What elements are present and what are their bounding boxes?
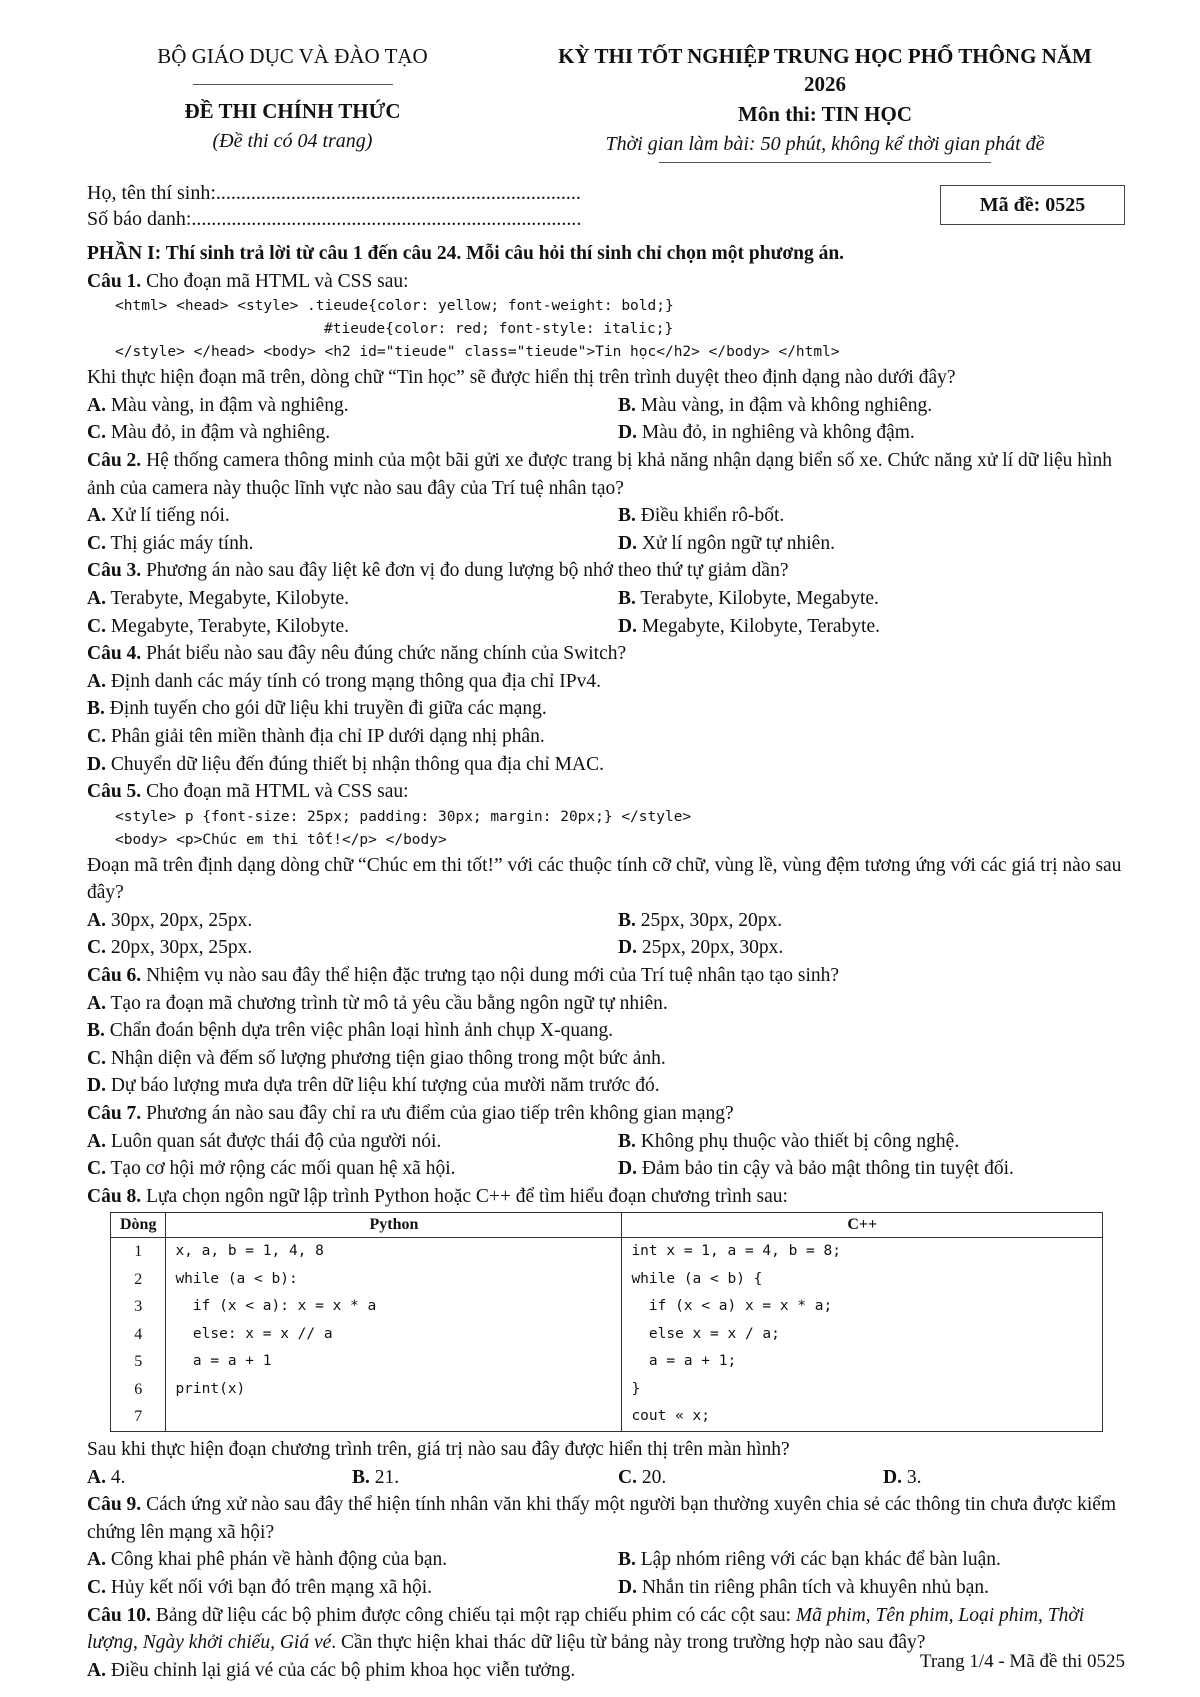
option-b: B. 25px, 30px, 20px. xyxy=(618,909,783,931)
option-c: C. Phân giải tên miền thành địa chỉ IP dưới dạng nhị phân. xyxy=(87,725,545,747)
table-row: 2 while (a < b): while (a < b) { xyxy=(111,1266,1103,1294)
code-line: </style> </head> <body> <h2 id="tieude" class="tieude">Tin học</h2> </body> </html> xyxy=(115,344,840,361)
question-2 xyxy=(87,447,1125,557)
option-a: A. Màu vàng, in đậm và nghiêng. xyxy=(87,394,349,416)
header-right xyxy=(530,42,1120,163)
option-b: B. 21. xyxy=(352,1466,400,1488)
table-row: 5 a = a + 1 a = a + 1; xyxy=(111,1348,1103,1376)
question-1 xyxy=(87,268,1125,447)
question-stem-end: . Cần thực hiện khai thác dữ liệu từ bảng này trong trường hợp nào sau đây? xyxy=(331,1632,926,1654)
option-a: A. Tạo ra đoạn mã chương trình từ mô tả yêu cầu bằng ngôn ngữ tự nhiên. xyxy=(87,992,668,1014)
question-number: Câu 2. xyxy=(87,449,142,471)
table-row: 6 print(x) } xyxy=(111,1376,1103,1404)
exam-content xyxy=(87,240,1125,1684)
table-row: 7 cout « x; xyxy=(111,1403,1103,1431)
code-line: <body> <p>Chúc em thi tốt!</p> </body> xyxy=(115,831,447,848)
time-note: Thời gian làm bài: 50 phút, không kể thời gian phát đề xyxy=(605,133,1045,155)
question-stem: Phương án nào sau đây chỉ ra ưu điểm của giao tiếp trên không gian mạng? xyxy=(146,1103,734,1125)
question-8 xyxy=(87,1183,1125,1491)
option-a: A. Xử lí tiếng nói. xyxy=(87,505,230,527)
question-text: Đoạn mã trên định dạng dòng chữ “Chúc em thi tốt!” với các thuộc tính cỡ chữ, vùng lề, vùng đệm tương ứng với các giá trị nào sau đây? xyxy=(87,854,1122,904)
exam-code-box: Mã đề: 0525 xyxy=(940,185,1125,225)
code-line: <style> p {font-size: 25px; padding: 30px; margin: 20px;} </style> xyxy=(115,808,692,825)
official-label: ĐỀ THI CHÍNH THỨC xyxy=(184,99,401,123)
question-9 xyxy=(87,1491,1125,1601)
option-d: D. 3. xyxy=(883,1466,922,1488)
option-d: D. Đảm bảo tin cậy và bảo mật thông tin tuyệt đối. xyxy=(618,1158,1014,1180)
page-footer: Trang 1/4 - Mã đề thi 0525 xyxy=(919,1651,1125,1672)
question-number: Câu 1. xyxy=(87,270,142,292)
question-text: Khi thực hiện đoạn mã trên, dòng chữ “Tin học” sẽ được hiển thị trên trình duyệt theo định dạng nào dưới đây? xyxy=(87,367,956,389)
option-c: C. 20. xyxy=(618,1466,667,1488)
table-header-line: Dòng xyxy=(111,1213,166,1238)
exam-title: KỲ THI TỐT NGHIỆP TRUNG HỌC PHỔ THÔNG NĂM 2026 xyxy=(558,44,1092,96)
option-b: B. Định tuyến cho gói dữ liệu khi truyền đi giữa các mạng. xyxy=(87,698,547,720)
question-number: Câu 4. xyxy=(87,643,142,665)
question-6 xyxy=(87,962,1125,1100)
option-c: C. 20px, 30px, 25px. xyxy=(87,937,253,959)
question-number: Câu 10. xyxy=(87,1604,151,1626)
question-stem: Cách ứng xử nào sau đây thể hiện tính nhân văn khi thấy một người bạn thường xuyên chia sẻ các thông tin chưa được kiểm chứng lên mạng xã hội? xyxy=(87,1494,1117,1543)
table-row: 4 else: x = x // a else x = x / a; xyxy=(111,1321,1103,1349)
option-a: A. Định danh các máy tính có trong mạng thông qua địa chỉ IPv4. xyxy=(87,670,601,692)
question-stem: Hệ thống camera thông minh của một bãi gửi xe được trang bị khả năng nhận dạng biển số xe. Chức năng xử lí dữ liệu hình ảnh của camera này thuộc lĩnh vực nào sau đây của Trí tuệ nhân tạo? xyxy=(87,449,1112,499)
header-divider-right xyxy=(659,162,991,163)
table-header-cpp: C++ xyxy=(622,1213,1103,1238)
option-a: A. Luôn quan sát được thái độ của người nói. xyxy=(87,1130,442,1152)
question-stem: Nhiệm vụ nào sau đây thể hiện đặc trưng tạo nội dung mới của Trí tuệ nhân tạo tạo sinh? xyxy=(146,965,840,987)
question-stem: Cho đoạn mã HTML và CSS sau: xyxy=(146,270,409,292)
option-d: D. 25px, 20px, 30px. xyxy=(618,937,784,959)
question-text: Sau khi thực hiện đoạn chương trình trên, giá trị nào sau đây được hiển thị trên màn hình? xyxy=(87,1439,790,1461)
question-number: Câu 7. xyxy=(87,1103,142,1125)
question-stem: Lựa chọn ngôn ngữ lập trình Python hoặc C++ để tìm hiểu đoạn chương trình sau: xyxy=(146,1185,788,1207)
option-b: B. Màu vàng, in đậm và không nghiêng. xyxy=(618,394,933,416)
question-stem: Phát biểu nào sau đây nêu đúng chức năng chính của Switch? xyxy=(146,643,627,665)
question-number: Câu 6. xyxy=(87,965,142,987)
option-c: C. Nhận diện và đếm số lượng phương tiện giao thông trong một bức ảnh. xyxy=(87,1047,666,1069)
question-stem: Phương án nào sau đây liệt kê đơn vị đo dung lượng bộ nhớ theo thứ tự giảm dần? xyxy=(146,560,789,582)
option-a: A. Công khai phê phán về hành động của bạn. xyxy=(87,1549,448,1571)
question-number: Câu 9. xyxy=(87,1494,142,1516)
option-a: A. 30px, 20px, 25px. xyxy=(87,909,253,931)
option-b: B. Chẩn đoán bệnh dựa trên việc phân loại hình ảnh chụp X-quang. xyxy=(87,1020,614,1042)
option-d: D. Xử lí ngôn ngữ tự nhiên. xyxy=(618,532,835,554)
subject-label: Môn thi: TIN HỌC xyxy=(737,102,913,126)
code-line: <html> <head> <style> .tieude{color: yellow; font-weight: bold;} xyxy=(115,298,674,315)
option-c: C. Hủy kết nối với bạn đó trên mạng xã hội. xyxy=(87,1577,433,1599)
question-7 xyxy=(87,1100,1125,1183)
header-left xyxy=(120,42,465,155)
option-a: A. Điều chỉnh lại giá vé của các bộ phim khoa học viễn tưởng. xyxy=(87,1659,576,1681)
candidate-id-line: Số báo danh:.............................................................................. xyxy=(87,208,582,230)
question-stem: Cho đoạn mã HTML và CSS sau: xyxy=(146,781,409,803)
question-number: Câu 3. xyxy=(87,560,142,582)
option-a: A. 4. xyxy=(87,1466,126,1488)
option-c: C. Tạo cơ hội mở rộng các mối quan hệ xã hội. xyxy=(87,1158,456,1180)
candidate-info xyxy=(87,180,581,232)
option-d: D. Nhắn tin riêng phân tích và khuyên nhủ bạn. xyxy=(618,1577,989,1599)
option-a: A. Terabyte, Megabyte, Kilobyte. xyxy=(87,587,350,609)
question-number: Câu 8. xyxy=(87,1185,142,1207)
question-stem-fields: Mã phim, Tên phim, Loại phim, Thời lượng, Ngày khởi chiếu, Giá vé xyxy=(87,1604,1085,1654)
table-row: 1 x, a, b = 1, 4, 8 int x = 1, a = 4, b = 8; xyxy=(111,1237,1103,1265)
ministry-name: BỘ GIÁO DỤC VÀ ĐÀO TẠO xyxy=(157,44,428,68)
question-stem: Bảng dữ liệu các bộ phim được công chiếu tại một rạp chiếu phim có các cột sau: xyxy=(155,1604,796,1626)
option-c: C. Megabyte, Terabyte, Kilobyte. xyxy=(87,615,350,637)
question-number: Câu 5. xyxy=(87,781,142,803)
question-3 xyxy=(87,557,1125,640)
option-c: C. Màu đỏ, in đậm và nghiêng. xyxy=(87,422,331,444)
option-d: D. Dự báo lượng mưa dựa trên dữ liệu khí tượng của mười năm trước đó. xyxy=(87,1075,660,1097)
header-divider-left xyxy=(193,84,393,85)
option-c: C. Thị giác máy tính. xyxy=(87,532,254,554)
table-row: 3 if (x < a): x = x * a if (x < a) x = x * a; xyxy=(111,1293,1103,1321)
option-b: B. Terabyte, Kilobyte, Megabyte. xyxy=(618,587,879,609)
option-b: B. Không phụ thuộc vào thiết bị công nghệ. xyxy=(618,1130,960,1152)
option-d: D. Màu đỏ, in nghiêng và không đậm. xyxy=(618,422,915,444)
option-d: D. Chuyển dữ liệu đến đúng thiết bị nhận thông qua địa chỉ MAC. xyxy=(87,753,604,775)
option-b: B. Lập nhóm riêng với các bạn khác để bàn luận. xyxy=(618,1549,1001,1571)
part-1-heading: PHẦN I: Thí sinh trả lời từ câu 1 đến câu 24. Mỗi câu hỏi thí sinh chỉ chọn một phương án. xyxy=(87,243,845,264)
code-line: #tieude{color: red; font-style: italic;} xyxy=(324,321,674,338)
question-4 xyxy=(87,640,1125,778)
table-header-python: Python xyxy=(166,1213,622,1238)
candidate-name-line: Họ, tên thí sinh:......................................................................... xyxy=(87,182,581,204)
question-5 xyxy=(87,778,1125,962)
code-table xyxy=(110,1212,1103,1432)
option-b: B. Điều khiển rô-bốt. xyxy=(618,505,785,527)
option-d: D. Megabyte, Kilobyte, Terabyte. xyxy=(618,615,881,637)
page-count-note: (Đề thi có 04 trang) xyxy=(212,130,373,152)
